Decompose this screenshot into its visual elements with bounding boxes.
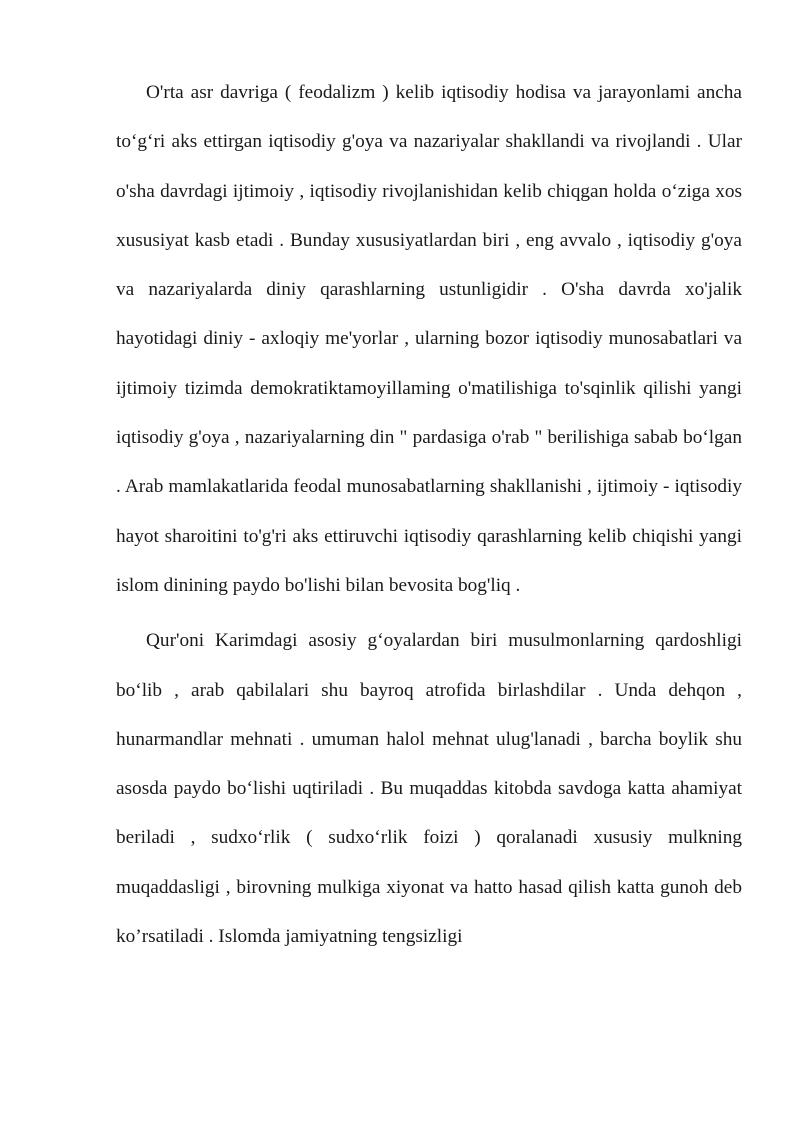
paragraph-feudalism: O'rta asr davriga ( feodalizm ) kelib iqtisodiy hodisa va jarayonlami ancha to‘g‘ri aks ettirgan iqtisodiy g'oya va nazariyalar shakllandi va rivojlandi . Ular o'sha davrdagi ijtimoiy , iqtisodiy rivojlanishidan kelib chiqgan holda o‘ziga xos xususiyat kasb etadi . Bunday xususiyatlardan biri , eng avvalo , iqtisodiy g'oya va nazariyalarda diniy qarashlarning ustunligidir . O'sha davrda xo'jalik hayotidagi diniy - axloqiy me'yorlar , ularning bozor iqtisodiy munosabatlari va ijtimoiy tizimda demokratiktamoyillaming o'matilishiga to'sqinlik qilishi yangi iqtisodiy g'oya , nazariyalarning din " pardasiga o'rab " berilishiga sabab bo‘lgan . Arab mamlakatlarida feodal munosabatlarning shakllanishi , ijtimoiy - iqtisodiy hayot sharoitini to'g'ri aks ettiruvchi iqtisodiy qarashlarning kelib chiqishi yangi islom dinining paydo bo'lishi bilan bevosita bog'liq . bbox=[116, 82, 742, 596]
paragraph-quran: Qur'oni Karimdagi asosiy g‘oyalardan biri musulmonlarning qardoshligi bo‘lib , arab qabilalari shu bayroq atrofida birlashdilar . Unda dehqon , hunarmandlar mehnati . umuman halol mehnat ulug'lanadi , barcha boylik shu asosda paydo bo‘lishi uqtiriladi . Bu muqaddas kitobda savdoga katta ahamiyat beriladi , sudxo‘rlik ( sudxo‘rlik foizi ) qoralanadi xususiy mulkning muqaddasligi , birovning mulkiga xiyonat va hatto hasad qilish katta gunoh deb ko’rsatiladi . Islomda jamiyatning tengsizligi bbox=[116, 630, 742, 948]
document-page bbox=[116, 68, 742, 961]
